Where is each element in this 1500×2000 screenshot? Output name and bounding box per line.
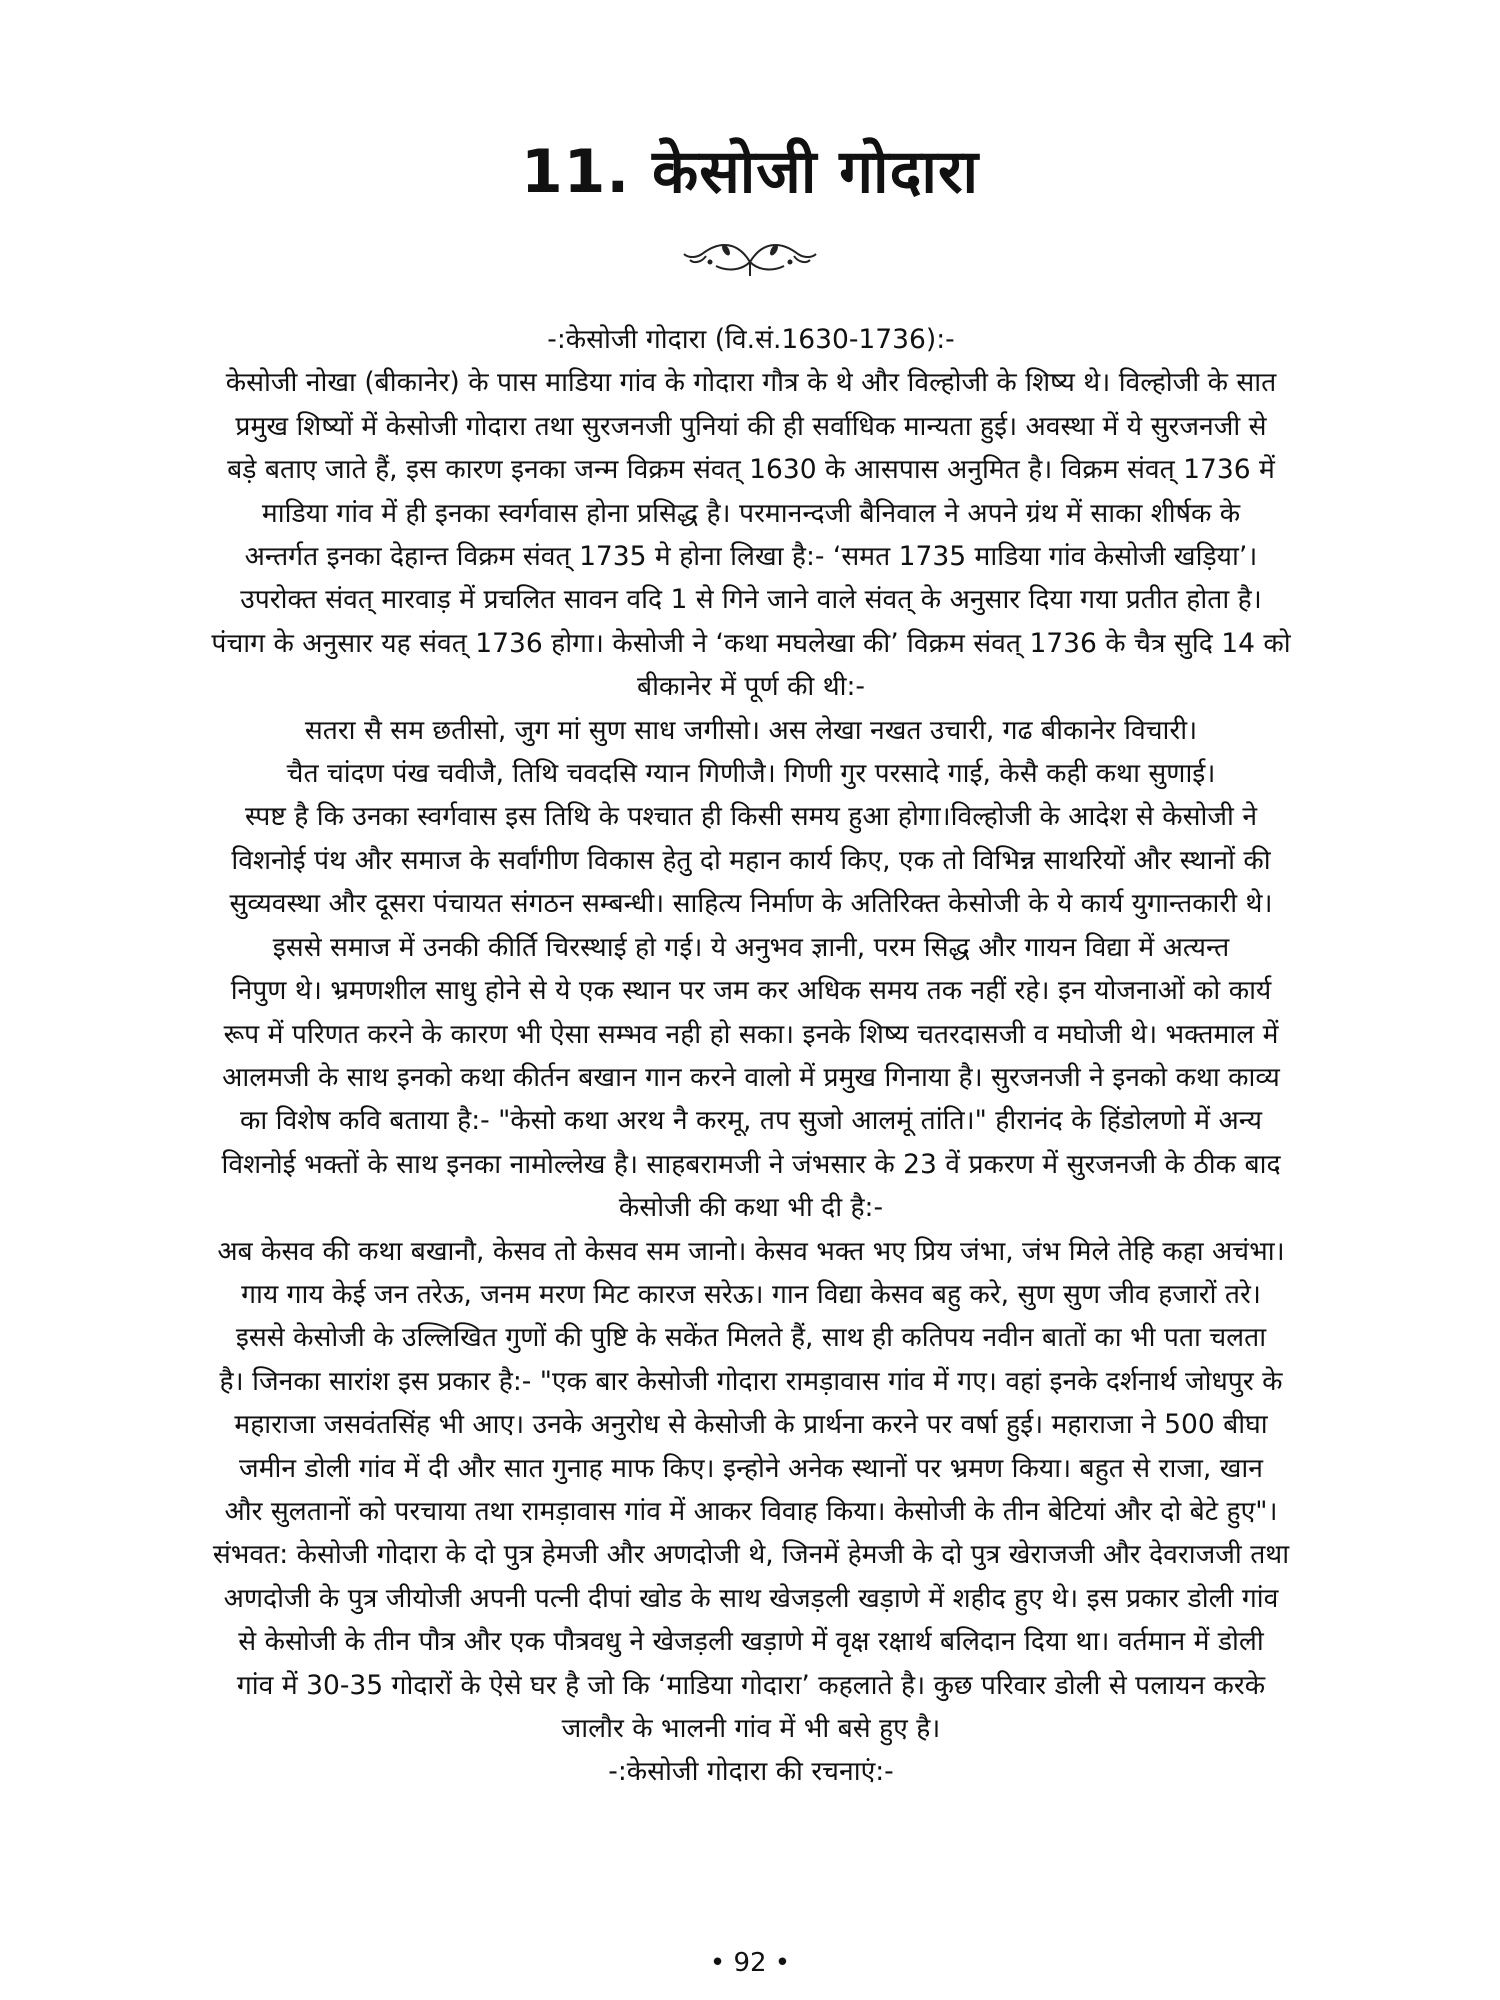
text-line: और सुलतानों को परचाया तथा रामड़ावास गांव में आकर विवाह किया। केसोजी के तीन बेटियां और दो बेटे हुए"। bbox=[224, 1495, 1278, 1527]
text-line: रूप में परिणत करने के कारण भी ऐसा सम्भव नही हो सका। इनके शिष्य चतरदासजी व मघोजी थे। भक्तमाल में bbox=[223, 1018, 1279, 1050]
text-line: इससे केसोजी के उल्लिखित गुणों की पुष्टि के सकेंत मिलते हैं, साथ ही कतिपय नवीन बातों का भी पता चलता bbox=[235, 1322, 1267, 1354]
page-number: • 92 • bbox=[709, 1948, 791, 1978]
text-line: सतरा सै सम छतीसो, जुग मां सुण साध जगीसो। अस लेखा नखत उचारी, गढ बीकानेर विचारी। bbox=[304, 714, 1198, 746]
text-line: अणदोजी के पुत्र जीयोजी अपनी पत्नी दीपां खोड के साथ खेजड़ली खड़ाणे में शहीद हुए थे। इस प्रकार डोली गांव bbox=[223, 1582, 1279, 1614]
chapter-title: 11. केसोजी गोदारा bbox=[520, 137, 980, 207]
text-line: अन्तर्गत इनका देहान्त विक्रम संवत् 1735 मे होना लिखा है:- ‘समत 1735 माडिया गांव केसोजी खड़िया’। bbox=[244, 541, 1258, 573]
text-line: का विशेष कवि बताया है:- "केसो कथा अरथ नै करमू, तप सुजो आलमूं तांति।" हीरानंद के हिंडोलणो में अन्य bbox=[240, 1105, 1262, 1137]
floral-divider-icon bbox=[680, 232, 820, 280]
text-line: -:केसोजी गोदारा (वि.सं.1630-1736):- bbox=[547, 324, 955, 355]
text-line: पंचाग के अनुसार यह संवत् 1736 होगा। केसोजी ने ‘कथा मघलेखा की’ विक्रम संवत् 1736 के चैत्र सुदि 14 को bbox=[211, 627, 1291, 659]
text-line: संभवत: केसोजी गोदारा के दो पुत्र हेमजी और अणदोजी थे, जिनमें हेमजी के दो पुत्र खेराजजी और देवराजजी तथा bbox=[212, 1539, 1290, 1571]
text-line: केसोजी नोखा (बीकानेर) के पास माडिया गांव के गोदारा गौत्र के थे और विल्होजी के शिष्य थे। विल्होजी के सात bbox=[225, 367, 1277, 399]
text-line: आलमजी के साथ इनको कथा कीर्तन बखान गान करने वालो में प्रमुख गिनाया है। सुरजनजी ने इनको कथा काव्य bbox=[222, 1061, 1280, 1093]
text-line: चैत चांदण पंख चवीजै, तिथि चवदसि ग्यान गिणीजै। गिणी गुर परसादे गाई, केसै कही कथा सुणाई। bbox=[286, 758, 1216, 790]
text-line: बीकानेर में पूर्ण की थी:- bbox=[636, 671, 865, 703]
text-line: सुव्यवस्था और दूसरा पंचायत संगठन सम्बन्धी। साहित्य निर्माण के अतिरिक्त केसोजी के ये कार्य युगान्तकारी थे। bbox=[229, 888, 1273, 920]
text-line: उपरोक्त संवत् मारवाड़ में प्रचलित सावन वदि 1 से गिने जाने वाले संवत् के अनुसार दिया गया प्रतीत होता है। bbox=[240, 584, 1262, 616]
body-text bbox=[36, 318, 1466, 1794]
text-line: इससे समाज में उनकी कीर्ति चिरस्थाई हो गई। ये अनुभव ज्ञानी, परम सिद्ध और गायन विद्या में अत्यन्त bbox=[272, 931, 1230, 963]
text-line: माडिया गांव में ही इनका स्वर्गवास होना प्रसिद्ध है। परमानन्दजी बैनिवाल ने अपने ग्रंथ में साका शीर्षक के bbox=[261, 497, 1241, 529]
text-line: है। जिनका सारांश इस प्रकार है:- "एक बार केसोजी गोदारा रामड़ावास गांव में गए। वहां इनके दर्शनार्थ जोधपुर के bbox=[219, 1365, 1283, 1397]
text-line: -:केसोजी गोदारा की रचनाएं:- bbox=[608, 1756, 894, 1788]
text-line: जालौर के भालनी गांव में भी बसे हुए है। bbox=[561, 1713, 941, 1744]
text-line: गांव में 30-35 गोदारों के ऐसे घर है जो कि ‘माडिया गोदारा’ कहलाते है। कुछ परिवार डोली से पलायन करके bbox=[236, 1669, 1266, 1701]
text-line: गाय गाय केई जन तरेऊ, जनम मरण मिट कारज सरेऊ। गान विद्या केसव बहु करे, सुण सुण जीव हजारों तरे। bbox=[241, 1278, 1261, 1310]
text-line: प्रमुख शिष्यों में केसोजी गोदारा तथा सुरजनजी पुनियां की ही सर्वाधिक मान्यता हुई। अवस्था में ये सुरजनजी से bbox=[235, 410, 1267, 442]
text-line: महाराजा जसवंतसिंह भी आए। उनके अनुरोध से केसोजी के प्रार्थना करने पर वर्षा हुई। महाराजा ने 500 बीघा bbox=[234, 1409, 1268, 1441]
text-line: से केसोजी के तीन पौत्र और एक पौत्रवधु ने खेजड़ली खड़ाणे में वृक्ष रक्षार्थ बलिदान दिया था। वर्तमान में डोली bbox=[238, 1626, 1264, 1658]
text-line: केसोजी की कथा भी दी है:- bbox=[618, 1192, 884, 1224]
text-line: अब केसव की कथा बखानौ, केसव तो केसव सम जानो। केसव भक्त भए प्रिय जंभा, जंभ मिले तेहि कहा अचंभा। bbox=[217, 1235, 1285, 1267]
text-line: जमीन डोली गांव में दी और सात गुनाह माफ किए। इन्होने अनेक स्थानों पर भ्रमण किया। बहुत से राजा, खान bbox=[239, 1452, 1263, 1484]
text-line: विशनोई भक्तों के साथ इनका नामोल्लेख है। साहबरामजी ने जंभसार के 23 वें प्रकरण में सुरजनजी के ठीक बाद bbox=[221, 1148, 1281, 1180]
text-line: स्पष्ट है कि उनका स्वर्गवास इस तिथि के पश्चात ही किसी समय हुआ होगा।विल्होजी के आदेश से केसोजी ने bbox=[244, 801, 1258, 833]
text-line: निपुण थे। भ्रमणशील साधु होने से ये एक स्थान पर जम कर अधिक समय तक नहीं रहे। इन योजनाओं को कार्य bbox=[230, 975, 1272, 1007]
text-line: बड़े बताए जाते हैं, इस कारण इनका जन्म विक्रम संवत् 1630 के आसपास अनुमित है। विक्रम संवत् 1736 में bbox=[227, 454, 1275, 486]
text-line: विशनोई पंथ और समाज के सर्वांगीण विकास हेतु दो महान कार्य किए, एक तो विभिन्न साथरियों और स्थानों की bbox=[231, 844, 1271, 876]
